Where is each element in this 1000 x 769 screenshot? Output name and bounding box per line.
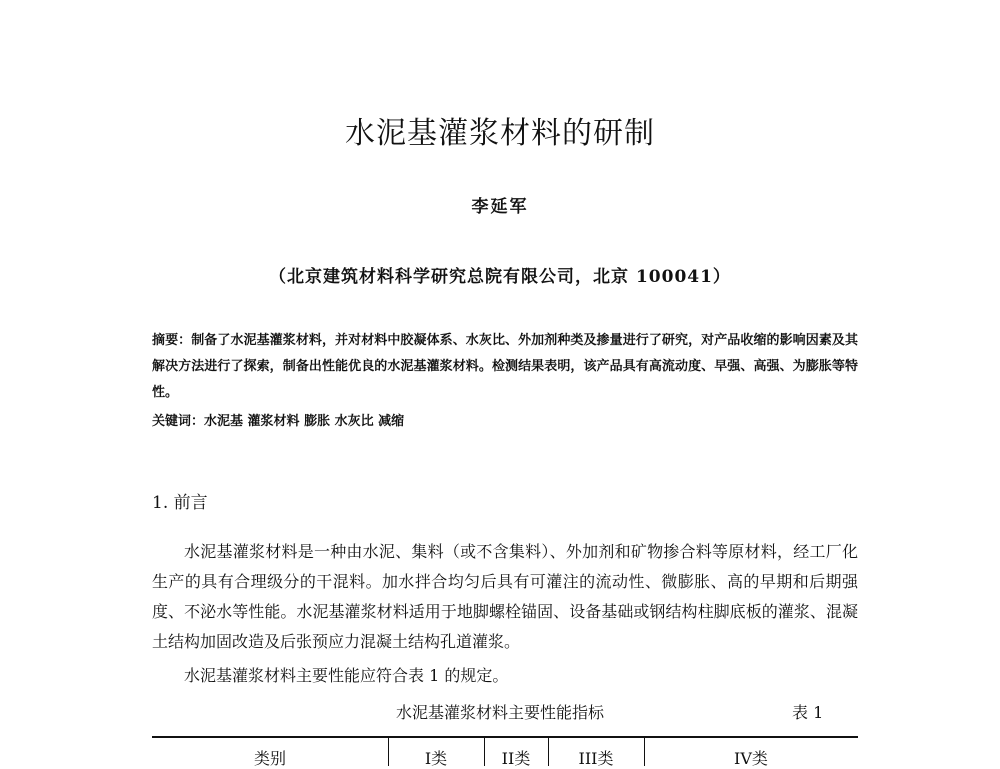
table-header-category: 类别 [253, 749, 286, 768]
keywords-label: 关键词： [152, 414, 205, 429]
table-header-class-4: IV类 [734, 749, 768, 768]
paper-title: 水泥基灌浆材料的研制 [345, 116, 655, 151]
abstract-text: 制备了水泥基灌浆材料，并对材料中胶凝体系、水灰比、外加剂种类及掺量进行了研究，对产品收缩的影响因素及其解决方法进行了探索，制备出性能优良的水泥基灌浆材料。检测结果表明，该产品具有高流动度、早强、高强、为膨胀等特性。 [152, 333, 858, 400]
keywords-text: 水泥基 灌浆材料 膨胀 水灰比 减缩 [204, 414, 405, 429]
abstract [152, 328, 858, 406]
body-paragraph-2: 水泥基灌浆材料主要性能应符合表 1 的规定。 [184, 666, 509, 685]
table-top-rule [152, 736, 858, 738]
abstract-label: 摘要： [152, 333, 192, 348]
keywords [152, 410, 858, 429]
affiliation: （北京建筑材料科学研究总院有限公司，北京 100041） [269, 267, 731, 287]
table-caption: 水泥基灌浆材料主要性能指标 [395, 703, 604, 722]
table-header-class-3: III类 [578, 749, 614, 768]
section-heading: 1. 前言 [152, 493, 208, 513]
table-label: 表 1 [792, 703, 824, 722]
table-header-class-1: I类 [424, 749, 448, 768]
author-name: 李延军 [471, 197, 529, 217]
body-paragraph: 水泥基灌浆材料是一种由水泥、集料（或不含集料）、外加剂和矿物掺合料等原材料，经工厂化生产的具有合理级分的干混料。加水拌合均匀后具有可灌注的流动性、微膨胀、高的早期和后期强度、不泌水等性能。水泥基灌浆材料适用于地脚螺栓锚固、设备基础或钢结构柱脚底板的灌浆、混凝土结构加固改造及后张预应力混凝土结构孔道灌浆。 [152, 542, 858, 651]
table-header-class-2: II类 [501, 749, 531, 768]
